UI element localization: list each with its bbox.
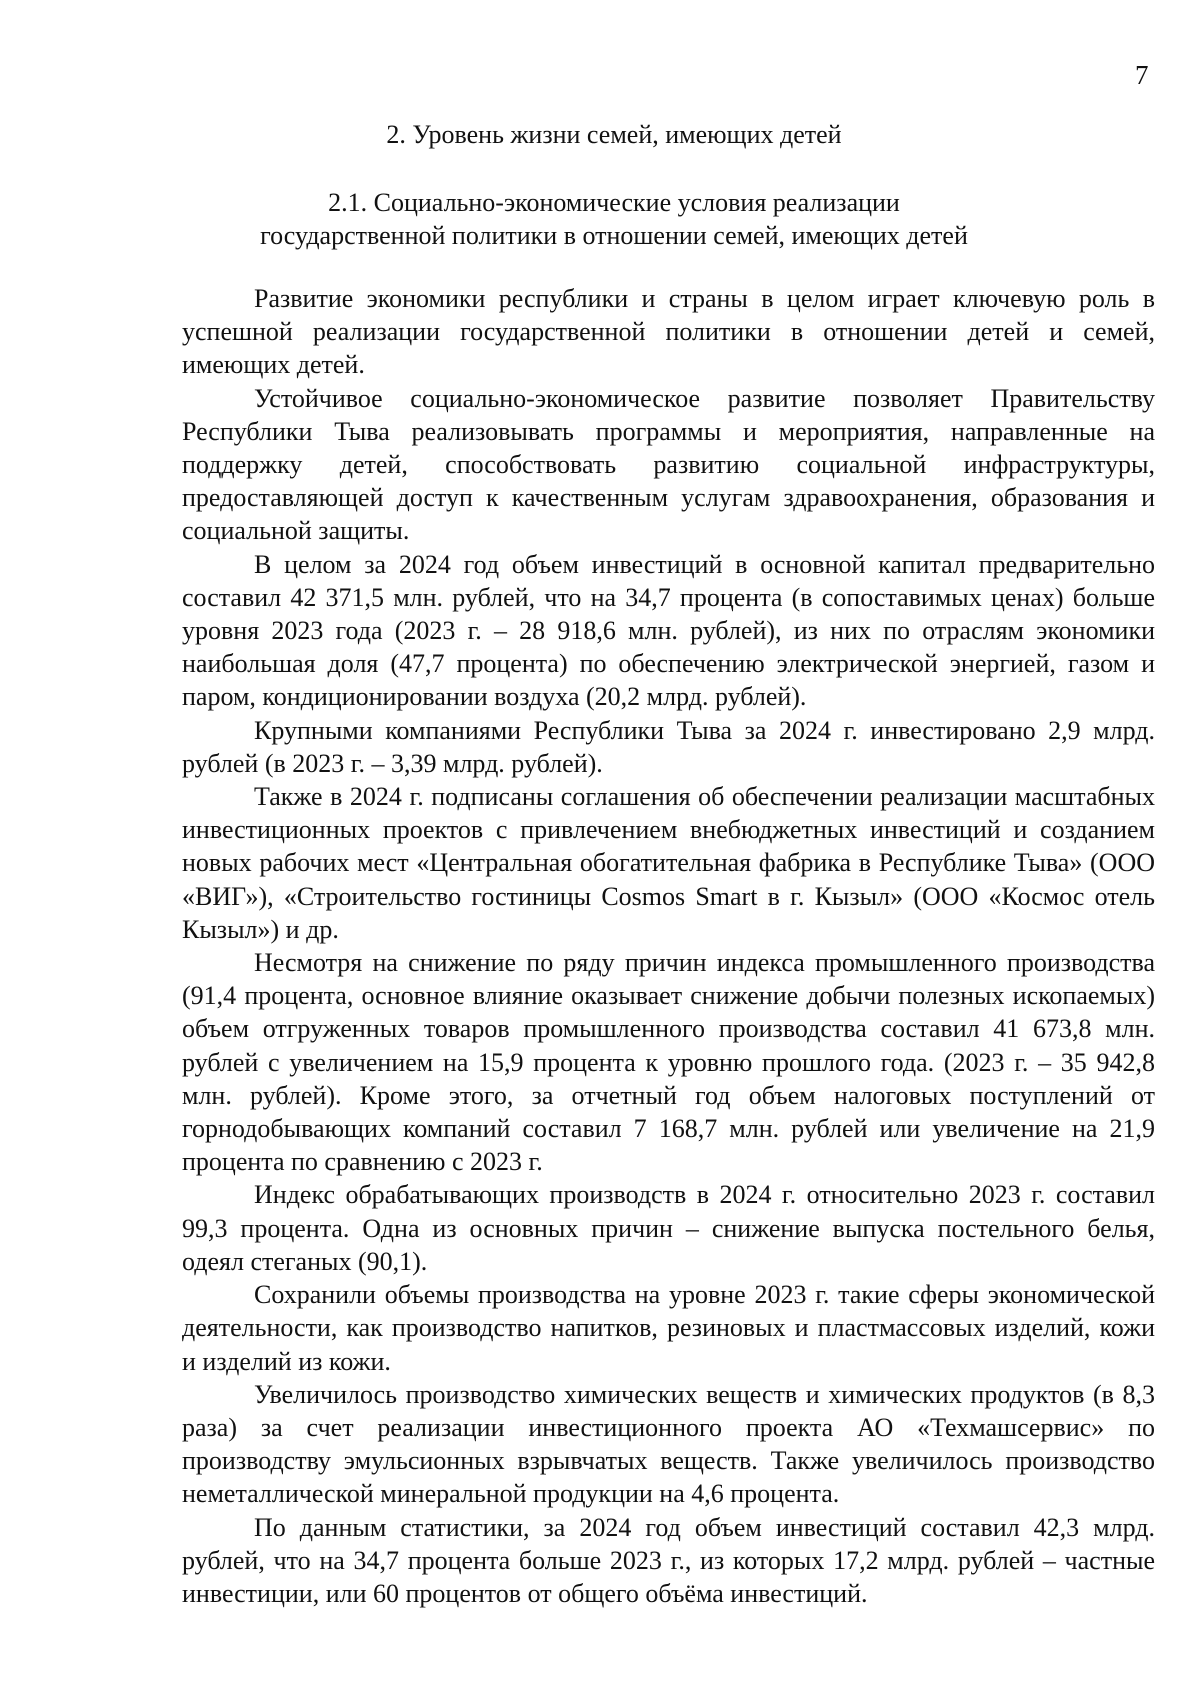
subsection-title	[0, 186, 1200, 252]
paragraph: Увеличилось производство химических веществ и химических продуктов (в 8,3 раза) за счет реализации инвестиционного проекта АО «Техмашсервис» по производству эмульсионных взрывчатых веществ. Также увеличилось производство неметаллической минеральной продукции на 4,6 процента.	[182, 1379, 1155, 1509]
paragraph: В целом за 2024 год объем инвестиций в основной капитал предварительно составил 42 371,5 млн. рублей, что на 34,7 процента (в сопоставимых ценах) больше уровня 2023 года (2023 г. – 28 918,6 млн. рублей), из них по отраслям экономики наибольшая доля (47,7 процента) по обеспечению электрической энергией, газом и паром, кондиционировании воздуха (20,2 млрд. рублей).	[182, 549, 1155, 712]
page-number: 7	[1135, 60, 1149, 90]
subsection-title-line: государственной политики в отношении семей, имеющих детей	[260, 221, 968, 250]
paragraph: По данным статистики, за 2024 год объем инвестиций составил 42,3 млрд. рублей, что на 34,7 процента больше 2023 г., из которых 17,2 млрд. рублей – частные инвестиции, или 60 процентов от общего объёма инвестиций.	[182, 1512, 1155, 1608]
paragraph: Крупными компаниями Республики Тыва за 2024 г. инвестировано 2,9 млрд. рублей (в 2023 г. – 3,39 млрд. рублей).	[182, 715, 1155, 778]
paragraph: Индекс обрабатывающих производств в 2024 г. относительно 2023 г. составил 99,3 процента. Одна из основных причин – снижение выпуска постельного белья, одеял стеганых (90,1).	[182, 1180, 1155, 1276]
paragraph: Развитие экономики республики и страны в целом играет ключевую роль в успешной реализации государственной политики в отношении детей и семей, имеющих детей.	[182, 284, 1155, 380]
section-title: 2. Уровень жизни семей, имеющих детей	[386, 120, 842, 149]
paragraph: Несмотря на снижение по ряду причин индекса промышленного производства (91,4 процента, основное влияние оказывает снижение добычи полезных ископаемых) объем отгруженных товаров промышленного производства составил 41 673,8 млн. рублей с увеличением на 15,9 процента к уровню прошлого года. (2023 г. – 35 942,8 млн. рублей). Кроме этого, за отчетный год объем налоговых поступлений от горнодобывающих компаний составил 7 168,7 млн. рублей или увеличение на 21,9 процента по сравнению с 2023 г.	[182, 948, 1155, 1177]
paragraph: Сохранили объемы производства на уровне 2023 г. такие сферы экономической деятельности, как производство напитков, резиновых и пластмассовых изделий, кожи и изделий из кожи.	[182, 1280, 1155, 1376]
paragraph: Также в 2024 г. подписаны соглашения об обеспечении реализации масштабных инвестиционных проектов с привлечением внебюджетных инвестиций и созданием новых рабочих мест «Центральная обогатительная фабрика в Республике Тыва» (ООО «ВИГ»), «Строительство гостиницы Cosmos Smart в г. Кызыл» (ООО «Космос отель Кызыл») и др.	[182, 782, 1155, 944]
paragraph: Устойчивое социально-экономическое развитие позволяет Правительству Республики Тыва реализовывать программы и мероприятия, направленные на поддержку детей, способствовать развитию социальной инфраструктуры, предоставляющей доступ к качественным услугам здравоохранения, образования и социальной защиты.	[182, 383, 1155, 546]
body-text	[182, 282, 1155, 1610]
subsection-title-line: 2.1. Социально-экономические условия реализации	[328, 188, 900, 217]
